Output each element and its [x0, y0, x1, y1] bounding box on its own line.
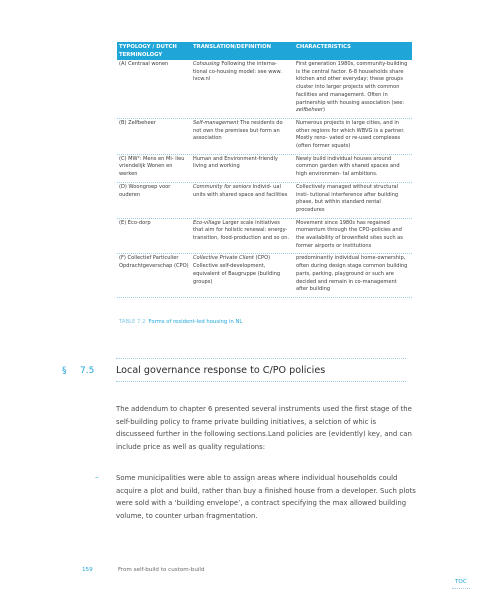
definition-term: Community for seniors [193, 183, 252, 190]
table-caption-label: TABLE 7.2 [119, 319, 146, 325]
characteristics-tail: ) [322, 107, 325, 114]
definition-text: Following the interna- tional co-housing model: see www. lvcw.nl [193, 61, 282, 83]
cell-characteristics: Newly build individual houses around common garden with shared spaces and high environmen- tal ambitions. [296, 155, 400, 178]
table-row [117, 155, 412, 183]
table-row [117, 183, 412, 219]
running-title: From self-build to custom-build [118, 567, 205, 573]
definition-text: Individ- ual units with shared space and facilities [193, 183, 288, 198]
table-header [117, 42, 412, 60]
section-symbol: § [62, 366, 67, 376]
cell-characteristics: predominantly individual home-ownership, often during design stage common building parts, parking, playground or such are decided and remain in co-management after building [296, 255, 408, 293]
definition-term: Collective Private Client [193, 255, 254, 262]
toc-link[interactable]: TOC [455, 579, 467, 585]
cell-characteristics: Numerous projects in large cities, and in other regions for which WBVG is a partner. Mostly reno- vated or re-used complexes (often former squats) [296, 119, 405, 150]
definition-text: Larger scale initiatives that aim for holistic renewal: energy-transition, food-production and so on. [193, 219, 290, 242]
section-number: 7.5 [80, 366, 95, 376]
table-row [117, 119, 412, 155]
header-typology: TYPOLOGY / DUTCH TERMINOLOGY [119, 44, 177, 58]
header-translation: TRANSLATION/DEFINITION [193, 44, 272, 50]
page-number: 159 [82, 567, 93, 573]
table-row [117, 60, 412, 119]
cell-characteristics: Collectively managed without structural insti- tutional interference after building phase, but within standard rental procedures [296, 183, 399, 213]
cell-characteristics [296, 61, 412, 115]
cell-typology: (B) Zelfbeheer [119, 119, 156, 126]
cell-definition [193, 220, 296, 251]
table-row [117, 219, 412, 255]
cell-typology: (D) Woongroep voor ouderen [119, 183, 171, 198]
table-caption [119, 319, 242, 325]
bullet-dash: – [95, 473, 99, 481]
header-characteristics: CHARACTERISTICS [296, 44, 351, 50]
cell-typology: (E) Eco-dorp [119, 219, 151, 226]
section-title: Local governance response to C/PO policies [116, 365, 326, 376]
table-caption-text: Forms of resident-led housing in NL [148, 319, 243, 325]
body-paragraph: The addendum to chapter 6 presented several instruments used the first stage of the self-building policy to frame private building initiatives, a selction of whic is discusseed further in the following sections.Land policies are (evidently) key, and can include price as well as quality regulations: [116, 405, 412, 451]
table-row [117, 254, 412, 298]
cell-definition [193, 255, 296, 294]
characteristics-italic: zelfbeheer [296, 107, 323, 114]
cell-characteristics: Movement since 1980s has regained momentum through the CPO-policies and the availability of brownfield sites such as former airports or institutions [296, 219, 403, 249]
section-rule-top [116, 358, 406, 359]
definition-term: Self-management [193, 119, 239, 126]
cell-typology: (A) Centraal wonen [119, 61, 169, 67]
cell-definition: Human and Environment-friendly living and working [193, 155, 278, 170]
characteristics-text: First generation 1980s, community-building is the central factor. 6-8 households share kitchen and other everyday; these groups cluster into larger projects with common facilities and management. Often in partnership with housing association (see: [296, 61, 408, 106]
housing-typology-table [117, 42, 412, 298]
cell-typology: (C) MW²: Mens en Mi- lieu vriendelijk Wonen en werken [119, 155, 185, 178]
definition-term: Cohousing [193, 61, 220, 67]
definition-text: (CPO) Collective self-development, equivalent of Baugruppe (building groups) [193, 255, 281, 285]
cell-definition [193, 120, 296, 151]
definition-term: Eco-village [193, 219, 221, 226]
bullet-item: Some municipalities were able to assign areas where individual households could acquire a plot and build, rather than buy a finished house from a developer. Such plots were sold with a ‘building envelope’, a contract specifying the max allowed building volume, to counter urban fragmentation. [116, 474, 416, 520]
toc-rule [452, 588, 470, 589]
cell-typology: (F) Collectief Particulier Opdrachtgeverschap (CPO) [119, 255, 189, 270]
definition-text: The residents do not own the premises but form an association [193, 119, 283, 142]
section-rule-bottom [116, 381, 406, 382]
cell-definition [193, 61, 296, 115]
cell-definition [193, 184, 296, 215]
